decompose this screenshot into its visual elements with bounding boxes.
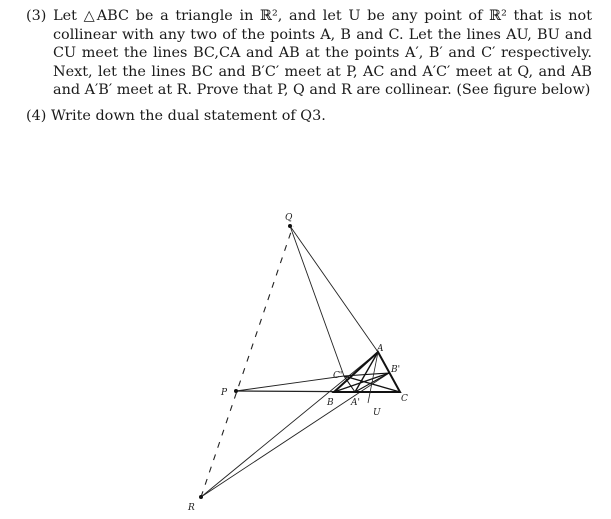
problem-4-number: (4) bbox=[26, 108, 47, 124]
label-b-prime: B' bbox=[391, 365, 401, 375]
label-c: C bbox=[401, 394, 408, 404]
label-b: B bbox=[327, 398, 334, 408]
point-p bbox=[234, 389, 238, 393]
problem-3-number: (3) bbox=[26, 8, 47, 24]
label-q: Q bbox=[285, 213, 293, 223]
line-q-to-c-prime bbox=[290, 226, 344, 376]
label-p: P bbox=[221, 388, 228, 398]
label-a: A bbox=[377, 344, 384, 354]
line-q-to-a bbox=[290, 226, 378, 352]
label-a-prime: A' bbox=[351, 398, 360, 408]
line-pqr-dashed bbox=[201, 226, 293, 497]
problem-3-statement: Let △ABC be a triangle in ℝ², and let U be any point of ℝ² that is not collinear with any two of the points A, B and C. Let the lines AU, BU and CU meet the lines BC,CA and AB at the points A′, B′ and C′ respectively. Next, let the lines BC and B′C′ meet at P, AC and A′C′ meet at Q, and AB and A′B′ meet at R. Prove that P, Q and R are collinear. (See figure below) bbox=[53, 8, 592, 98]
problem-4-statement: Write down the dual statement of Q3. bbox=[50, 108, 326, 124]
label-r: R bbox=[188, 503, 195, 513]
line-p-to-c-prime bbox=[236, 376, 344, 391]
line-r-to-a bbox=[201, 352, 378, 497]
label-c-prime: C' bbox=[333, 371, 343, 381]
label-u: U bbox=[373, 408, 381, 418]
point-r bbox=[199, 495, 203, 499]
point-q bbox=[288, 224, 292, 228]
